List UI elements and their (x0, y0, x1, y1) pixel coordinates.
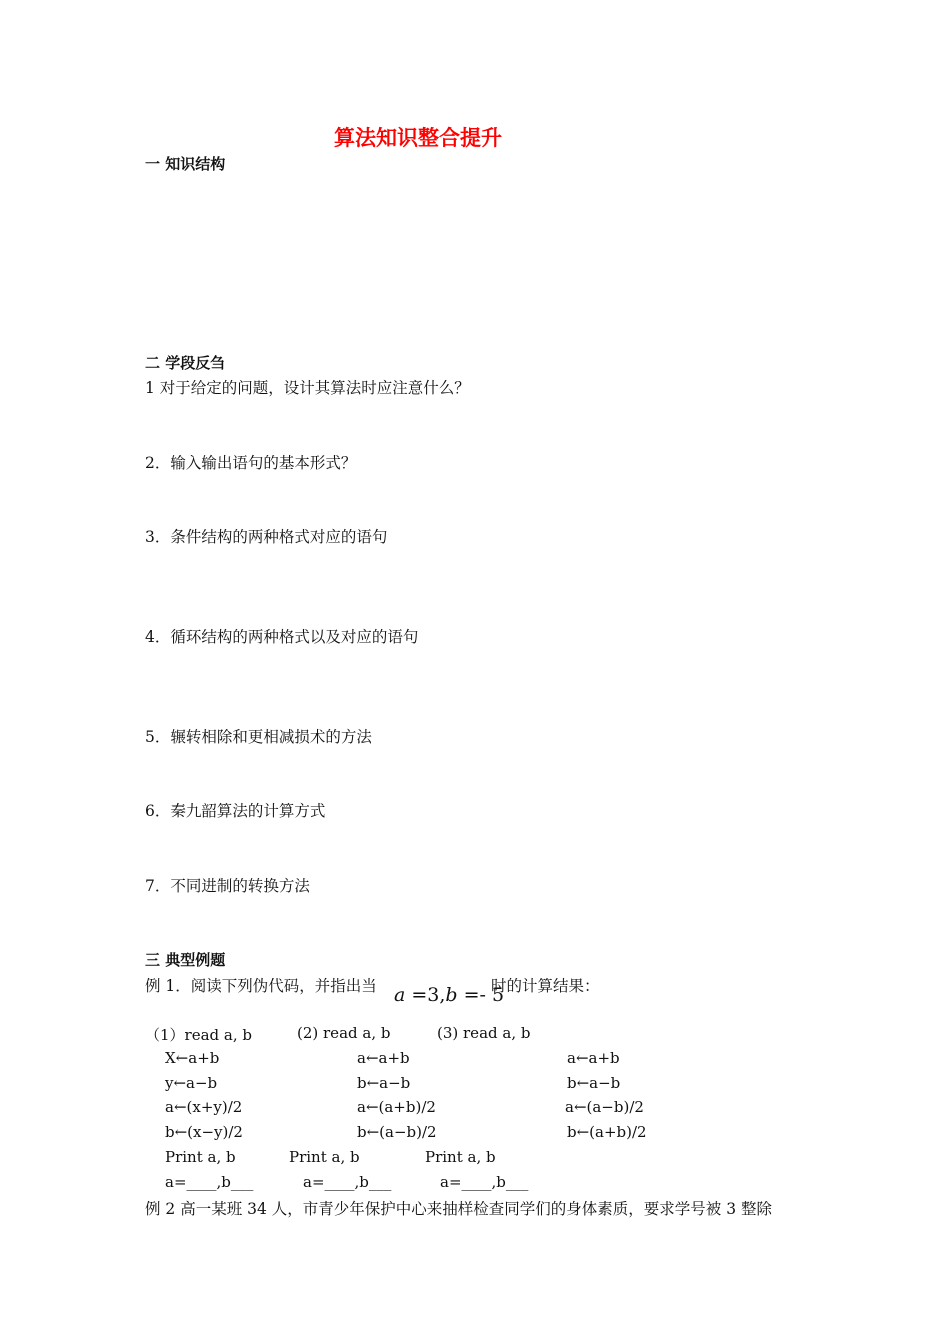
program-3-answer: a=____,b___ (440, 1173, 529, 1191)
program-1-header: （1）read a, b (145, 1026, 252, 1044)
program-1-line-4: b←(x−y)/2 (165, 1123, 243, 1141)
program-1-line-1: X←a+b (165, 1049, 220, 1067)
math-eq-1: =3, (405, 984, 446, 1006)
program-2-line-3: a←(a+b)/2 (357, 1098, 436, 1116)
question-4: 4．循环结构的两种格式以及对应的语句 (145, 628, 419, 646)
question-7: 7．不同进制的转换方法 (145, 877, 310, 895)
program-3-line-3: a←(a−b)/2 (565, 1098, 644, 1116)
program-1-line-2: y←a−b (165, 1074, 218, 1092)
example-1-prefix: 例 1．阅读下列伪代码，并指出当 (145, 977, 377, 995)
section-heading-knowledge-structure: 一 知识结构 (145, 155, 226, 173)
program-2-line-4: b←(a−b)/2 (357, 1123, 437, 1141)
program-3-line-2: b←a−b (567, 1074, 621, 1092)
program-2-print: Print a, b (289, 1148, 360, 1166)
question-5: 5．辗转相除和更相减损术的方法 (145, 728, 372, 746)
program-1-answer: a=____,b___ (165, 1173, 254, 1191)
program-1-print: Print a, b (165, 1148, 236, 1166)
question-3: 3．条件结构的两种格式对应的语句 (145, 528, 388, 546)
math-var-a: a (394, 984, 406, 1006)
program-2-answer: a=____,b___ (303, 1173, 392, 1191)
math-var-b: b (445, 984, 458, 1006)
example-1-condition (394, 984, 504, 1006)
question-2: 2．输入输出语句的基本形式？ (145, 454, 357, 472)
example-1-suffix: 时的计算结果： (491, 977, 600, 995)
program-3-line-4: b←(a+b)/2 (567, 1123, 647, 1141)
example-2-text: 例 2 高一某班 34 人，市青少年保护中心来抽样检查同学们的身体素质，要求学号被 3 整除 (145, 1200, 773, 1218)
program-2-line-1: a←a+b (357, 1049, 410, 1067)
program-3-print: Print a, b (425, 1148, 496, 1166)
program-3-header: (3) read a, b (437, 1024, 531, 1042)
page-title: 算法知识整合提升 (334, 126, 502, 150)
program-2-line-2: b←a−b (357, 1074, 411, 1092)
section-heading-review: 二 学段反刍 (145, 354, 226, 372)
question-6: 6．秦九韶算法的计算方式 (145, 802, 326, 820)
program-3-line-1: a←a+b (567, 1049, 620, 1067)
program-1-line-3: a←(x+y)/2 (165, 1098, 243, 1116)
question-1: 1 对于给定的问题，设计其算法时应注意什么？ (145, 379, 470, 397)
program-2-header: (2) read a, b (297, 1024, 391, 1042)
section-heading-examples: 三 典型例题 (145, 951, 226, 969)
math-eq-2: =- 5 (457, 984, 505, 1006)
